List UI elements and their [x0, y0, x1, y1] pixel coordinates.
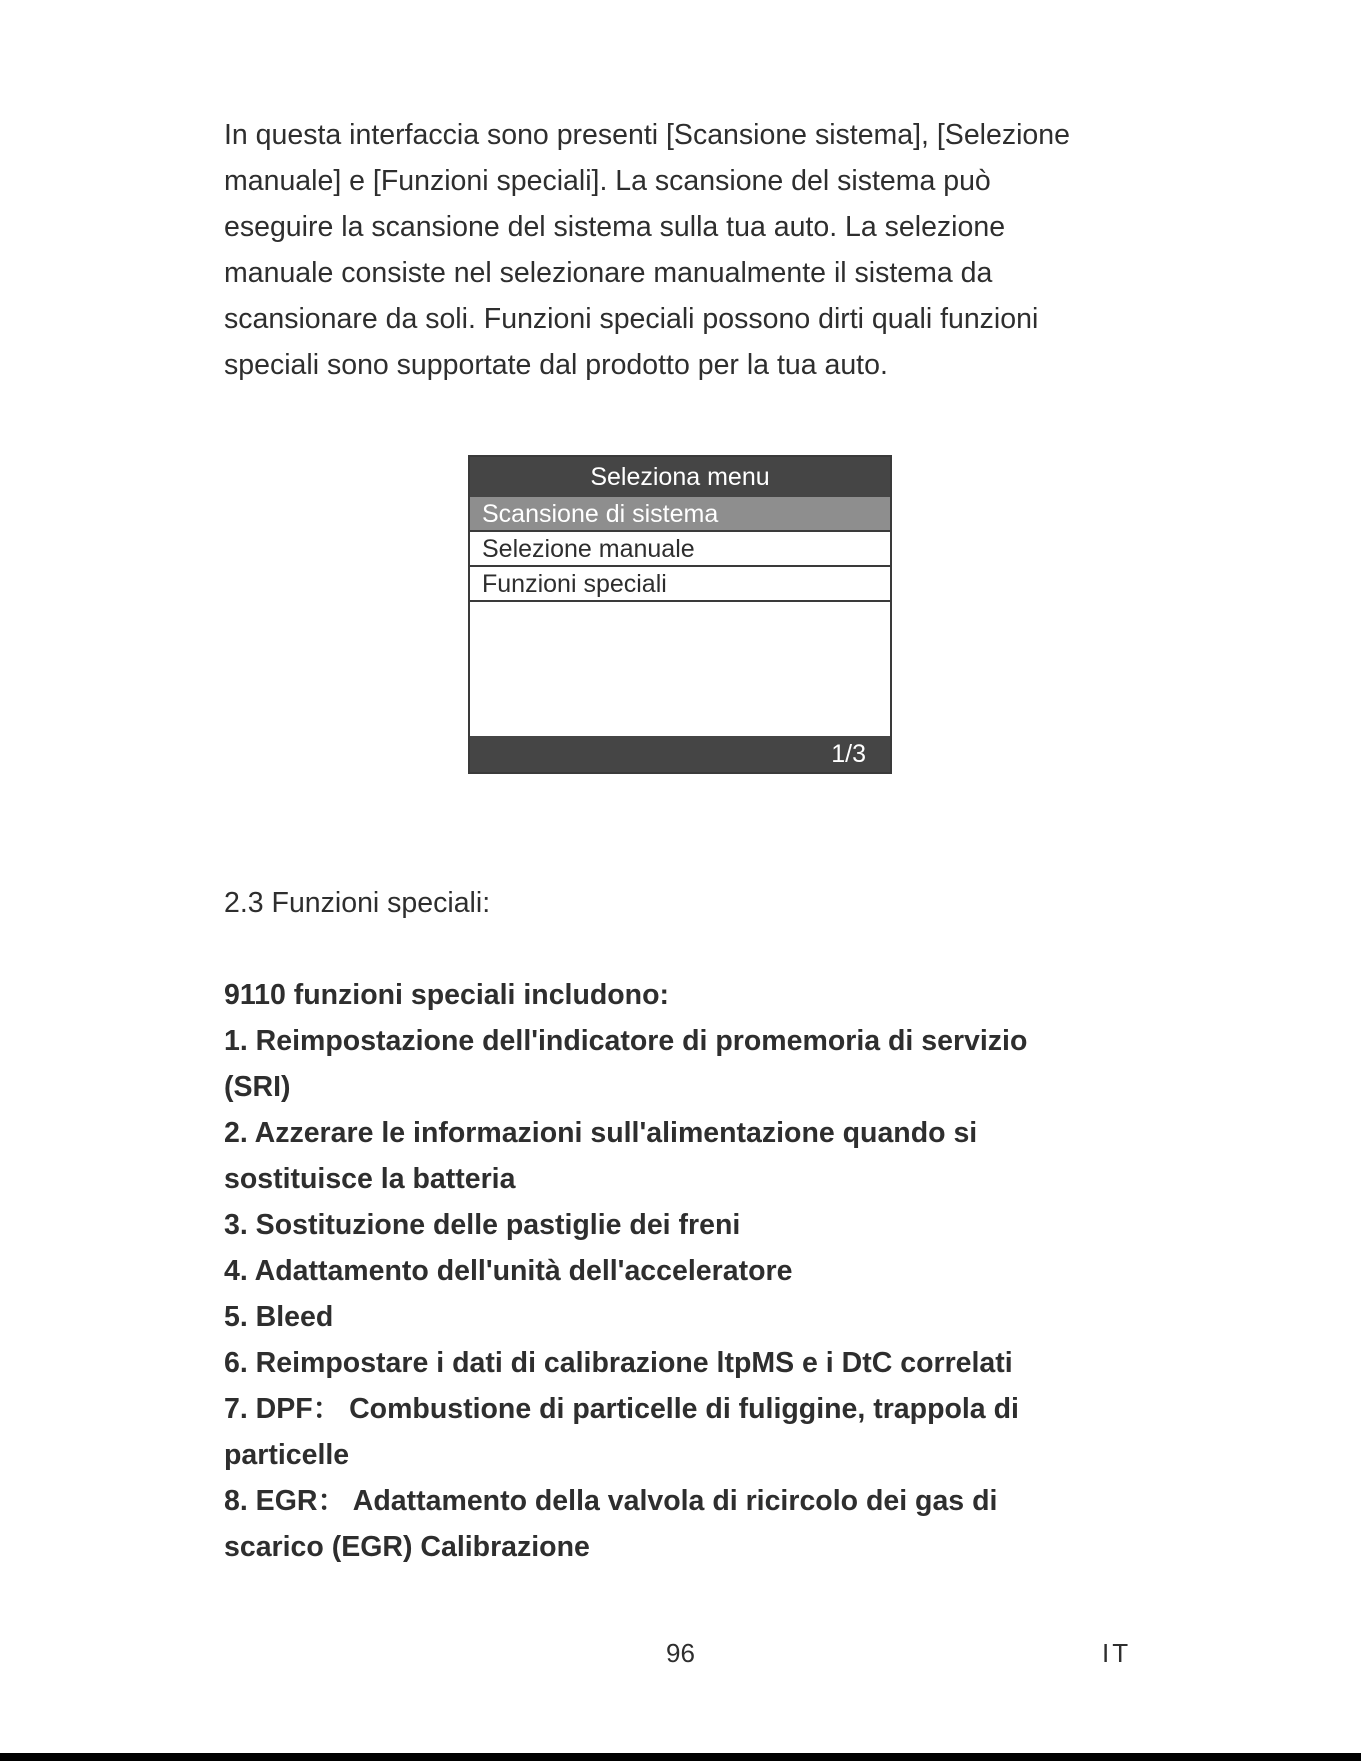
list-item-text: scarico (EGR) Calibrazione: [224, 1531, 590, 1563]
list-item-text: 3. Sostituzione delle pastiglie dei freni: [224, 1209, 741, 1241]
language-code: IT: [1102, 1638, 1132, 1668]
list-item-text: sostituisce la batteria: [224, 1163, 516, 1195]
page-number: 96: [666, 1638, 695, 1668]
list-item: [224, 1110, 1144, 1202]
list-item: [224, 1478, 1144, 1570]
page-bottom-border: [0, 1753, 1361, 1761]
list-item-text: 8. EGR： Adattamento della valvola di ricircolo dei gas di: [224, 1485, 998, 1517]
list-item-text: particelle: [224, 1439, 350, 1471]
intro-line: manuale consiste nel selezionare manualmente il sistema da: [224, 257, 993, 289]
special-functions-intro: 9110 funzioni speciali includono:: [224, 979, 669, 1011]
intro-line: eseguire la scansione del sistema sulla tua auto. La selezione: [224, 211, 1006, 243]
list-item-text: 4. Adattamento dell'unità dell'acceleratore: [224, 1255, 793, 1287]
menu-item-selezione-manuale: Selezione manuale: [470, 532, 890, 567]
device-menu-list: [470, 497, 890, 602]
device-page-indicator: 1/3: [470, 736, 890, 772]
list-item-text: (SRI): [224, 1071, 291, 1103]
intro-line: In questa interfaccia sono presenti [Scansione sistema], [Selezione: [224, 119, 1070, 151]
device-screen-illustration: [468, 455, 892, 774]
list-item: [224, 1294, 1144, 1340]
menu-item-funzioni-speciali: Funzioni speciali: [470, 567, 890, 602]
list-item: [224, 1202, 1144, 1248]
special-functions-block: [224, 972, 1144, 1570]
list-item-text: 6. Reimpostare i dati di calibrazione ltpMS e i DtC correlati: [224, 1347, 1013, 1379]
special-functions-list: [224, 1018, 1144, 1570]
menu-item-scansione-di-sistema: Scansione di sistema: [470, 497, 890, 532]
intro-line: speciali sono supportate dal prodotto per la tua auto.: [224, 349, 888, 381]
list-item-text: 5. Bleed: [224, 1301, 334, 1333]
intro-paragraph: [224, 112, 1144, 388]
list-item: [224, 1018, 1144, 1110]
list-item: [224, 1386, 1144, 1478]
list-item-text: 2. Azzerare le informazioni sull'alimentazione quando si: [224, 1117, 978, 1149]
list-item-text: 7. DPF： Combustione di particelle di fuliggine, trappola di: [224, 1393, 1019, 1425]
page-footer: [0, 1638, 1361, 1672]
list-item: [224, 1340, 1144, 1386]
intro-line: manuale] e [Funzioni speciali]. La scansione del sistema può: [224, 165, 991, 197]
intro-line: scansionare da soli. Funzioni speciali possono dirti quali funzioni: [224, 303, 1039, 335]
list-item-text: 1. Reimpostazione dell'indicatore di promemoria di servizio: [224, 1025, 1028, 1057]
section-heading: 2.3 Funzioni speciali:: [224, 887, 491, 919]
device-menu-title: Seleziona menu: [470, 457, 890, 497]
list-item: [224, 1248, 1144, 1294]
